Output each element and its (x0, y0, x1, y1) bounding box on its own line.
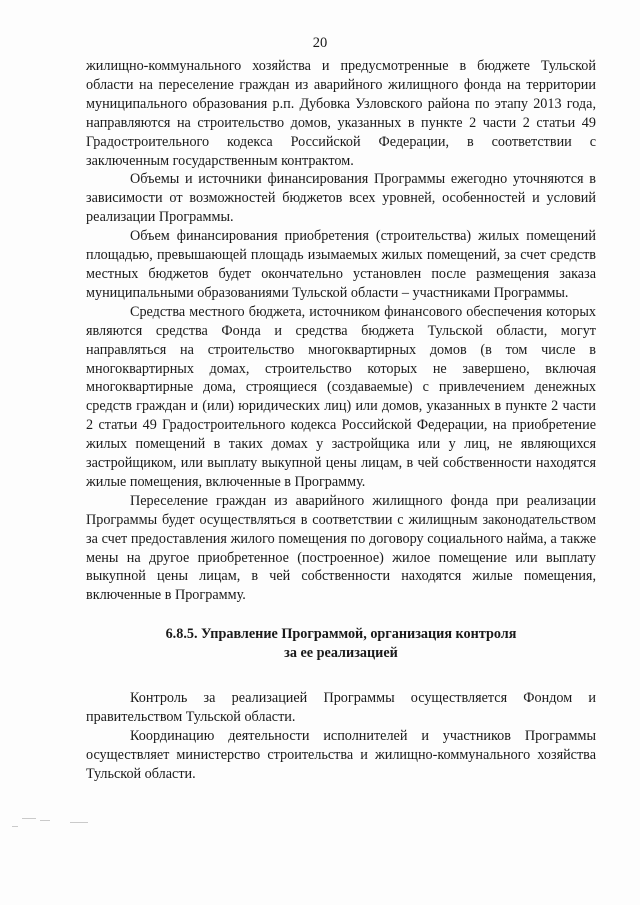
paragraph-5: Переселение граждан из аварийного жилищного фонда при реализации Программы будет осуществляться в соответствии с жилищным законодательством за счет предоставления жилого помещения по договору социального найма, а также мены на другое приобретенное (построенное) жилое помещение или выплату выкупной цены лицам, в чей собственности находятся жилые помещения, включенные в Программу. (86, 492, 596, 604)
section-heading-line-2: за ее реализацией (284, 645, 398, 662)
section-heading-line-1: 6.8.5. Управление Программой, организация контроля (165, 626, 517, 643)
section-paragraph-2: Координацию деятельности исполнителей и участников Программы осуществляет министерство строительства и жилищно-коммунального хозяйства Тульской области. (86, 728, 596, 782)
paragraph-4: Средства местного бюджета, источником финансового обеспечения которых являются средства Фонда и средства бюджета Тульской области, могут направляться на строительство многоквартирных домов (в том числе в многоквартирных домах, строительство которых не завершено, включая многоквартирные дома, строящиеся (создаваемые) с привлечением денежных средств граждан и (или) юридических лиц) или домов, указанных в пункте 2 части 2 статьи 49 Градостроительного кодекса Российской Федерации, на приобретение жилых помещений в таких домах у застройщика или у лиц, не являющихся застройщиком, или выплату выкупной цены лицам, в чей собственности находятся жилые помещения, включенные в Программу. (86, 303, 596, 490)
paragraph-3: Объем финансирования приобретения (строительства) жилых помещений площадью, превышающей площадь изымаемых жилых помещений, за счет средств местных бюджетов будет окончательно установлен после размещения заказа муниципальными образованиями Тульской области – участниками Программы. (86, 228, 596, 301)
section-heading (86, 625, 596, 663)
document-body (86, 57, 596, 784)
paragraph-1: жилищно-коммунального хозяйства и предусмотренные в бюджете Тульской области на переселение граждан из аварийного жилищного фонда на территории муниципального образования р.п. Дубовка Узловского района по этапу 2013 года, направляются на строительство домов, указанных в пункте 2 части 2 статьи 49 Градостроительного кодекса Российской Федерации, в соответствии с заключенным государственным контрактом. (86, 58, 596, 169)
page-number: 20 (312, 35, 328, 51)
paragraph-2: Объемы и источники финансирования Программы ежегодно уточняются в зависимости от возможностей бюджетов всех уровней, особенностей и условий реализации Программы. (86, 171, 596, 226)
section-paragraph-1: Контроль за реализацией Программы осуществляется Фондом и правительством Тульской области. (86, 690, 596, 726)
